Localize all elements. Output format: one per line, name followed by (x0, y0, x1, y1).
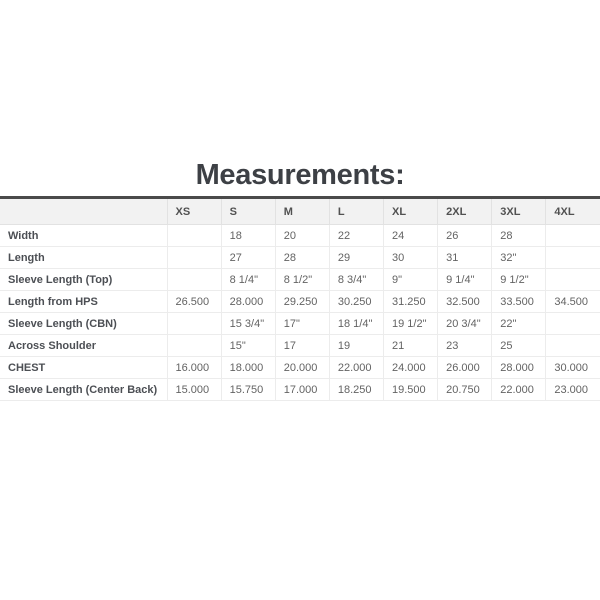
table-cell: 30 (384, 247, 438, 269)
table-cell: 24.000 (384, 357, 438, 379)
table-cell: 9 1/4" (438, 269, 492, 291)
measurements-table (0, 196, 600, 401)
table-row-sleeve-length-top (0, 269, 600, 291)
table-cell: 20.000 (275, 357, 329, 379)
column-header-xl: XL (384, 198, 438, 225)
table-cell: 17" (275, 313, 329, 335)
table-cell: 22 (329, 225, 383, 247)
row-label: Sleeve Length (Center Back) (0, 379, 167, 401)
table-cell: 30.250 (329, 291, 383, 313)
table-cell: 8 3/4" (329, 269, 383, 291)
table-cell: 15" (221, 335, 275, 357)
table-cell: 23 (438, 335, 492, 357)
table-row-length-from-hps (0, 291, 600, 313)
table-cell: 18.000 (221, 357, 275, 379)
table-cell: 9 1/2" (492, 269, 546, 291)
table-cell: 8 1/4" (221, 269, 275, 291)
table-cell: 28 (492, 225, 546, 247)
table-cell: 19 1/2" (384, 313, 438, 335)
page-title: Measurements: (195, 159, 405, 191)
table-cell: 31.250 (384, 291, 438, 313)
table-cell: 28.000 (492, 357, 546, 379)
table-cell (167, 269, 221, 291)
table-cell: 17 (275, 335, 329, 357)
table-cell: 18.250 (329, 379, 383, 401)
table-cell: 18 (221, 225, 275, 247)
table-row-sleeve-length-center-back (0, 379, 600, 401)
column-header-m: M (275, 198, 329, 225)
column-header-4xl: 4XL (546, 198, 600, 225)
column-header-3xl: 3XL (492, 198, 546, 225)
table-row-sleeve-length-cbn (0, 313, 600, 335)
table-cell: 29 (329, 247, 383, 269)
table-cell: 26.000 (438, 357, 492, 379)
row-label: Width (0, 225, 167, 247)
table-cell (546, 225, 600, 247)
row-label: Sleeve Length (Top) (0, 269, 167, 291)
table-cell: 31 (438, 247, 492, 269)
table-row-width (0, 225, 600, 247)
table-cell: 19 (329, 335, 383, 357)
table-cell: 30.000 (546, 357, 600, 379)
table-cell: 29.250 (275, 291, 329, 313)
column-header-blank (0, 198, 167, 225)
table-cell: 32.500 (438, 291, 492, 313)
table-cell: 27 (221, 247, 275, 269)
table-cell (167, 335, 221, 357)
table-row-length (0, 247, 600, 269)
table-cell: 17.000 (275, 379, 329, 401)
table-cell: 24 (384, 225, 438, 247)
table-cell: 9" (384, 269, 438, 291)
column-header-s: S (221, 198, 275, 225)
table-cell: 16.000 (167, 357, 221, 379)
table-cell: 28 (275, 247, 329, 269)
table-cell: 20 (275, 225, 329, 247)
table-cell (167, 247, 221, 269)
table-cell: 15.000 (167, 379, 221, 401)
row-label: Length from HPS (0, 291, 167, 313)
table-cell: 28.000 (221, 291, 275, 313)
table-cell: 15 3/4" (221, 313, 275, 335)
table-row-chest (0, 357, 600, 379)
table-row-across-shoulder (0, 335, 600, 357)
table-cell: 19.500 (384, 379, 438, 401)
table-cell: 22.000 (492, 379, 546, 401)
row-label: Across Shoulder (0, 335, 167, 357)
table-cell: 15.750 (221, 379, 275, 401)
table-cell: 18 1/4" (329, 313, 383, 335)
table-cell: 34.500 (546, 291, 600, 313)
table-cell (546, 335, 600, 357)
table-cell: 26 (438, 225, 492, 247)
table-cell: 22" (492, 313, 546, 335)
table-cell (546, 269, 600, 291)
table-cell (167, 313, 221, 335)
table-cell (546, 247, 600, 269)
table-header-row (0, 198, 600, 225)
table-cell: 20.750 (438, 379, 492, 401)
row-label: CHEST (0, 357, 167, 379)
table-cell (546, 313, 600, 335)
table-cell: 20 3/4" (438, 313, 492, 335)
table-cell: 25 (492, 335, 546, 357)
table-cell (167, 225, 221, 247)
table-cell: 22.000 (329, 357, 383, 379)
column-header-2xl: 2XL (438, 198, 492, 225)
table-cell: 23.000 (546, 379, 600, 401)
table-cell: 32" (492, 247, 546, 269)
table-cell: 33.500 (492, 291, 546, 313)
row-label: Sleeve Length (CBN) (0, 313, 167, 335)
table-cell: 26.500 (167, 291, 221, 313)
table-cell: 8 1/2" (275, 269, 329, 291)
row-label: Length (0, 247, 167, 269)
column-header-xs: XS (167, 198, 221, 225)
column-header-l: L (329, 198, 383, 225)
table-cell: 21 (384, 335, 438, 357)
